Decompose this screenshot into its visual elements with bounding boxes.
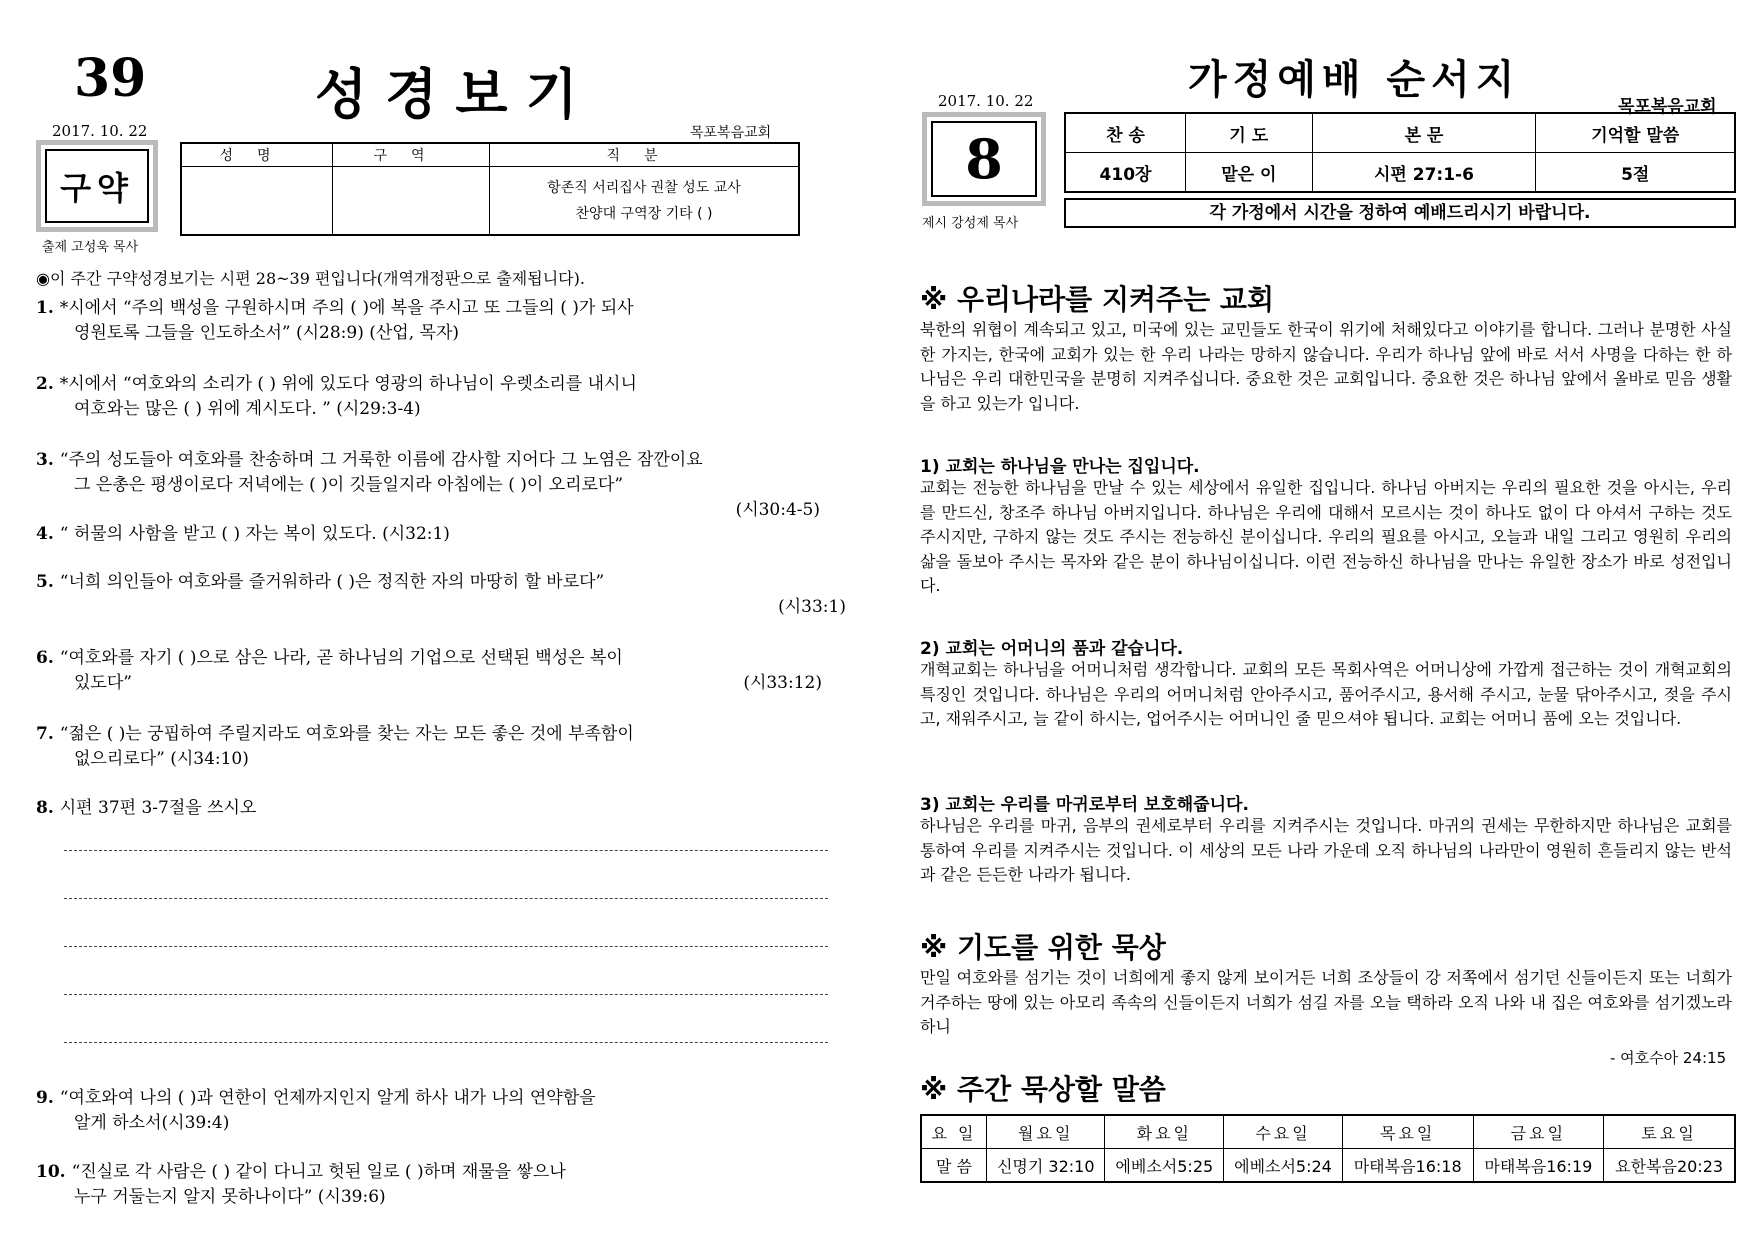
author-label: 제시 강성제 목사 <box>922 216 1019 231</box>
order-number: 8 <box>931 121 1037 197</box>
question-item: 2. *시에서 “여호와의 소리가 ( ) 위에 있도다 영광의 하나님이 우렛소리를 내시니 여호와는 많은 ( ) 위에 계시도다. ” (시29:3-4) <box>36 374 637 419</box>
scripture-reference: - 여호수아 24:15 <box>1610 1049 1727 1067</box>
subsection-heading: 1) 교회는 하나님을 만나는 집입니다. <box>920 457 1200 477</box>
name-cell[interactable] <box>181 167 333 236</box>
subsection-heading: 2) 교회는 어머니의 품과 같습니다. <box>920 639 1184 659</box>
section-label: 구약 <box>45 149 149 223</box>
answer-line[interactable] <box>64 850 828 851</box>
body-paragraph: 만일 여호와를 섬기는 것이 너희에게 좋지 않게 보이거든 너희 조상들이 강 저쪽에서 섬기던 신들이든지 또는 너희가 거주하는 땅에 있는 아모리 족속의 신들이든지 너희가 섬길 자를 오늘 택하라 오직 나와 내 집은 여호와를 섬기겠노라 하니 <box>920 968 1732 1036</box>
date-label: 2017. 10. 22 <box>938 92 1034 110</box>
memory-verse-header: 기억할 말씀 <box>1536 113 1735 153</box>
day-cell: 목요일 <box>1342 1115 1473 1149</box>
page-title: 성경보기 <box>315 62 596 126</box>
date-label: 2017. 10. 22 <box>52 122 148 140</box>
day-cell: 수요일 <box>1224 1115 1343 1149</box>
answer-line[interactable] <box>64 898 828 899</box>
question-item: 9. “여호와여 나의 ( )과 연한이 언제까지인지 알게 하사 내가 나의 연약함을 알게 하소서(시39:4) <box>36 1088 596 1133</box>
worship-title: 가정예배 순서지 <box>1188 56 1521 103</box>
answer-line[interactable] <box>64 946 828 947</box>
body-paragraph: 하나님은 우리를 마귀, 음부의 권세로부터 우리를 지켜주시는 것입니다. 마귀의 권세는 무한하지만 하나님은 교회를 통하여 우리를 지켜주시는 것입니다. 이 세상의 모든 나라 가운데 오직 하나님의 나라만이 영원히 흔들리지 않는 반석과 같은 든든한 나라가 됩니다. <box>920 816 1732 884</box>
subsection-heading: 3) 교회는 우리를 마귀로부터 보호해줍니다. <box>920 795 1249 815</box>
author-label: 출제 고성욱 목사 <box>42 240 139 255</box>
prayer-value: 맡은 이 <box>1186 153 1313 193</box>
verse-cell: 요한복음20:23 <box>1604 1149 1735 1183</box>
day-cell: 월요일 <box>987 1115 1105 1149</box>
day-cell: 토요일 <box>1604 1115 1735 1149</box>
answer-line[interactable] <box>64 994 828 995</box>
verse-cell: 마태복음16:19 <box>1473 1149 1604 1183</box>
question-item: 3. “주의 성도들아 여호와를 찬송하며 그 거룩한 이름에 감사할 지어다 그 노염은 잠깐이요 그 은총은 평생이로다 저녁에는 ( )이 깃들일지라 아침에는 ( )이 오리로다” (시30:4-5) <box>36 450 820 520</box>
member-info-table <box>180 142 800 236</box>
body-paragraph: 북한의 위협이 계속되고 있고, 미국에 있는 교민들도 한국이 위기에 처해있다고 이야기를 합니다. 그러나 분명한 사실 한 가지는, 한국에 교회가 있는 한 우리 나라는 망하지 않습니다. 우리가 하나님 앞에 바로 서서 사명을 다하는 한 하나님은 우리 대한민국을 분명히 지켜주십니다. 중요한 것은 교회입니다. 중요한 것은 하나님 앞에서 올바로 믿음 생활을 하고 있는가 입니다. <box>920 320 1732 413</box>
order-number-badge <box>922 112 1046 206</box>
row-label: 요 일 <box>921 1115 987 1149</box>
section-heading: ※ 주간 묵상할 말씀 <box>920 1073 1166 1106</box>
question-item: 1. *시에서 “주의 백성을 구원하시며 주의 ( )에 복을 주시고 또 그들의 ( )가 되사 영원토록 그들을 인도하소서” (시28:9) (산업, 목자) <box>36 298 634 343</box>
question-item: 4. “ 허물의 사함을 받고 ( ) 자는 복이 있도다. (시32:1) <box>36 524 450 544</box>
position-cell[interactable] <box>490 167 800 236</box>
verse-cell: 에베소서5:24 <box>1224 1149 1343 1183</box>
question-item: 10. “진실로 각 사람은 ( ) 같이 다니고 헛된 일로 ( )하며 재물을 쌓으나 누구 거둘는지 알지 못하나이다” (시39:6) <box>36 1162 566 1207</box>
question-item: 6. “여호와를 자기 ( )으로 삼은 나라, 곧 하나님의 기업으로 선택된 백성은 복이 있도다” (시33:12) <box>36 648 822 693</box>
church-name: 목포복음교회 <box>690 125 772 141</box>
answer-line[interactable] <box>64 1042 828 1043</box>
district-header: 구역 <box>333 143 490 167</box>
worship-order-table <box>1064 112 1736 193</box>
body-paragraph: 교회는 전능한 하나님을 만날 수 있는 세상에서 유일한 집입니다. 하나님 아버지는 우리의 필요한 것을 아시는, 우리를 만드신, 창조주 하나님 아버지입니다. 하나님은 우리에 대해서 모르시는 것이 하나도 없이 다 아셔서 구하는 것도 주시지만, 구하지 않는 것도 주시는 전능하신 분이십니다. 우리의 필요를 아시고, 오늘과 내일 그리고 영원히 우리의 삶을 돌보아 주시는 목자와 같은 분이 하나님이십니다. 이런 전능하신 하나님을 만나는 유일한 장소가 바로 성전입니다. <box>920 478 1732 595</box>
roles-line: 항존직 서리집사 권찰 성도 교사 <box>547 179 741 196</box>
text-value: 시편 27:1-6 <box>1312 153 1536 193</box>
question-item: 5. “너희 의인들아 여호와를 즐거워하라 ( )은 정직한 자의 마땅히 할 바로다” (시33:1) <box>36 572 846 617</box>
weekly-verses-table <box>920 1114 1736 1183</box>
text-header: 본 문 <box>1312 113 1536 153</box>
hymn-value: 410장 <box>1065 153 1186 193</box>
name-header: 성명 <box>181 143 333 167</box>
question-item: 7. “젊은 ( )는 궁핍하여 주릴지라도 여호와를 찾는 자는 모든 좋은 것에 부족함이 없으리로다” (시34:10) <box>36 724 634 769</box>
district-cell[interactable] <box>333 167 490 236</box>
church-name: 목포복음교회 <box>1618 97 1717 117</box>
memory-verse-value: 5절 <box>1536 153 1735 193</box>
position-header: 직분 <box>490 143 800 167</box>
intro-text: ◉이 주간 구약성경보기는 시편 28~39 편입니다(개역개정판으로 출제됩니다). <box>36 269 585 288</box>
verse-cell: 마태복음16:18 <box>1342 1149 1473 1183</box>
day-cell: 금요일 <box>1473 1115 1604 1149</box>
section-heading: ※ 기도를 위한 묵상 <box>920 931 1166 964</box>
verse-cell: 에베소서5:25 <box>1105 1149 1224 1183</box>
section-heading: ※ 우리나라를 지켜주는 교회 <box>920 283 1274 316</box>
prayer-header: 기 도 <box>1186 113 1313 153</box>
row-label: 말 씀 <box>921 1149 987 1183</box>
hymn-header: 찬 송 <box>1065 113 1186 153</box>
day-cell: 화요일 <box>1105 1115 1224 1149</box>
body-paragraph: 개혁교회는 하나님을 어머니처럼 생각합니다. 교회의 모든 목회사역은 어머니상에 가깝게 접근하는 것이 개혁교회의 특징인 것입니다. 하나님은 우리의 어머니처럼 안아주시고, 품어주시고, 용서해 주시고, 눈물 닦아주시고, 젖을 주시고, 재워주시고, 늘 같이 하시는, 업어주시는 어머니인 줄 믿으셔야 됩니다. 교회는 어머니 품에 오는 것입니다. <box>920 660 1732 728</box>
section-badge <box>36 140 158 232</box>
verse-cell: 신명기 32:10 <box>987 1149 1105 1183</box>
order-note: 각 가정에서 시간을 정하여 예배드리시기 바랍니다. <box>1064 198 1736 228</box>
roles-line: 찬양대 구역장 기타 ( ) <box>575 205 713 222</box>
question-item: 8. 시편 37편 3-7절을 쓰시오 <box>36 798 257 818</box>
issue-number: 39 <box>74 48 147 109</box>
